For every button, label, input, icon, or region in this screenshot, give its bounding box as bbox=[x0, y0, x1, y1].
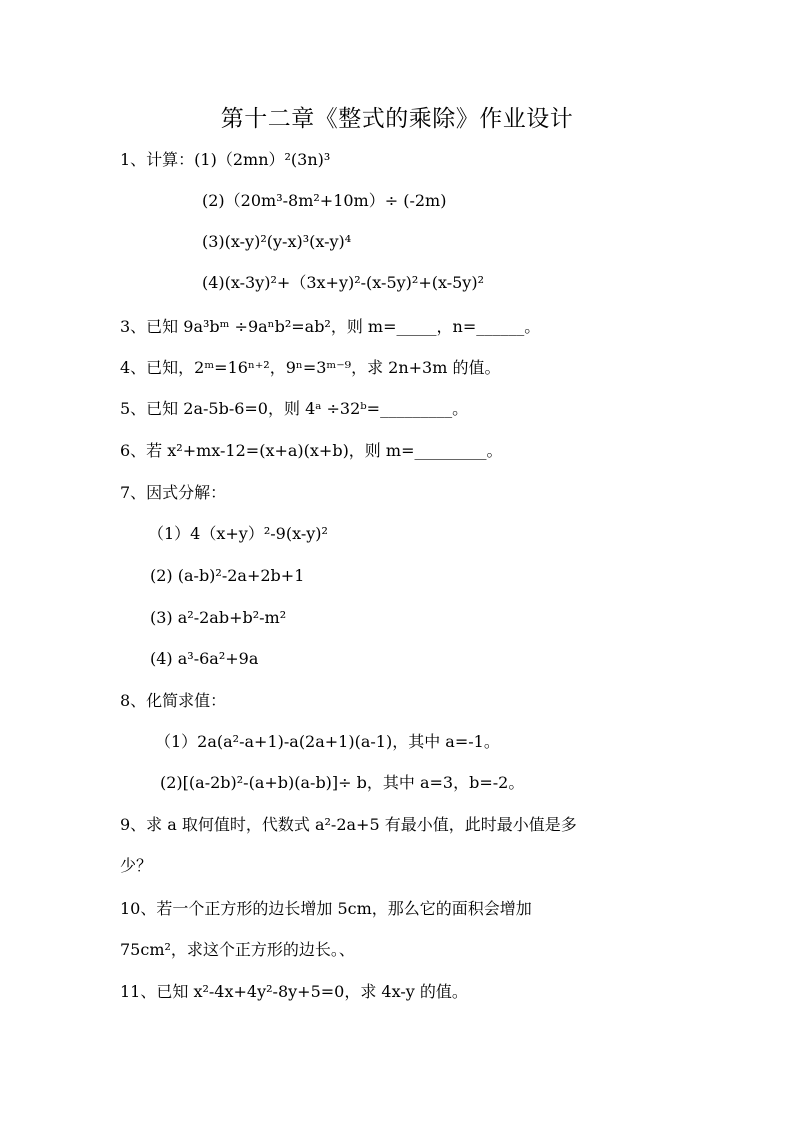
question-5: 5、已知 2a-5b-6=0，则 4ᵃ ÷32ᵇ=_________。 bbox=[120, 399, 469, 418]
question-9-line-2: 少？ bbox=[120, 856, 153, 875]
question-1-part-3: (3)(x-y)²(y-x)³(x-y)⁴ bbox=[202, 232, 352, 251]
question-6: 6、若 x²+mx-12=(x+a)(x+b)，则 m=_________。 bbox=[120, 441, 503, 460]
question-1-part-4: (4)(x-3y)²+（3x+y)²-(x-5y)²+(x-5y)² bbox=[202, 273, 484, 292]
question-10-line-2: 75cm²，求这个正方形的边长。、 bbox=[120, 940, 355, 959]
question-7-part-1: （1）4（x+y）²-9(x-y)² bbox=[148, 524, 328, 543]
question-8-part-1: （1）2a(a²-a+1)-a(2a+1)(a-1)，其中 a=-1。 bbox=[155, 732, 500, 751]
question-1-line: 1、计算：(1)（2mn）²(3n)³ bbox=[120, 150, 331, 169]
question-10-line-1: 10、若一个正方形的边长增加 5cm，那么它的面积会增加 bbox=[120, 899, 532, 918]
question-7-part-4: (4) a³-6a²+9a bbox=[150, 649, 259, 668]
question-8-part-2: (2)[(a-2b)²-(a+b)(a-b)]÷ b，其中 a=3，b=-2。 bbox=[160, 773, 525, 792]
question-7-heading: 7、因式分解： bbox=[120, 483, 227, 502]
question-3: 3、已知 9a³bᵐ ÷9aⁿb²=ab²，则 m=_____，n=______。 bbox=[120, 317, 541, 336]
question-9-line-1: 9、求 a 取何值时，代数式 a²-2a+5 有最小值，此时最小值是多 bbox=[120, 815, 577, 834]
page-title: 第十二章《整式的乘除》作业设计 bbox=[220, 106, 574, 132]
question-8-heading: 8、化简求值： bbox=[120, 691, 227, 710]
question-11: 11、已知 x²-4x+4y²-8y+5=0，求 4x-y 的值。 bbox=[120, 982, 468, 1001]
question-1-part-2: (2)（20m³-8m²+10m）÷ (-2m) bbox=[202, 191, 447, 210]
question-7-part-3: (3) a²-2ab+b²-m² bbox=[150, 608, 287, 627]
question-7-part-2: (2) (a-b)²-2a+2b+1 bbox=[150, 566, 305, 585]
question-4: 4、已知，2ᵐ=16ⁿ⁺²，9ⁿ=3ᵐ⁻⁹，求 2n+3m 的值。 bbox=[120, 358, 501, 377]
